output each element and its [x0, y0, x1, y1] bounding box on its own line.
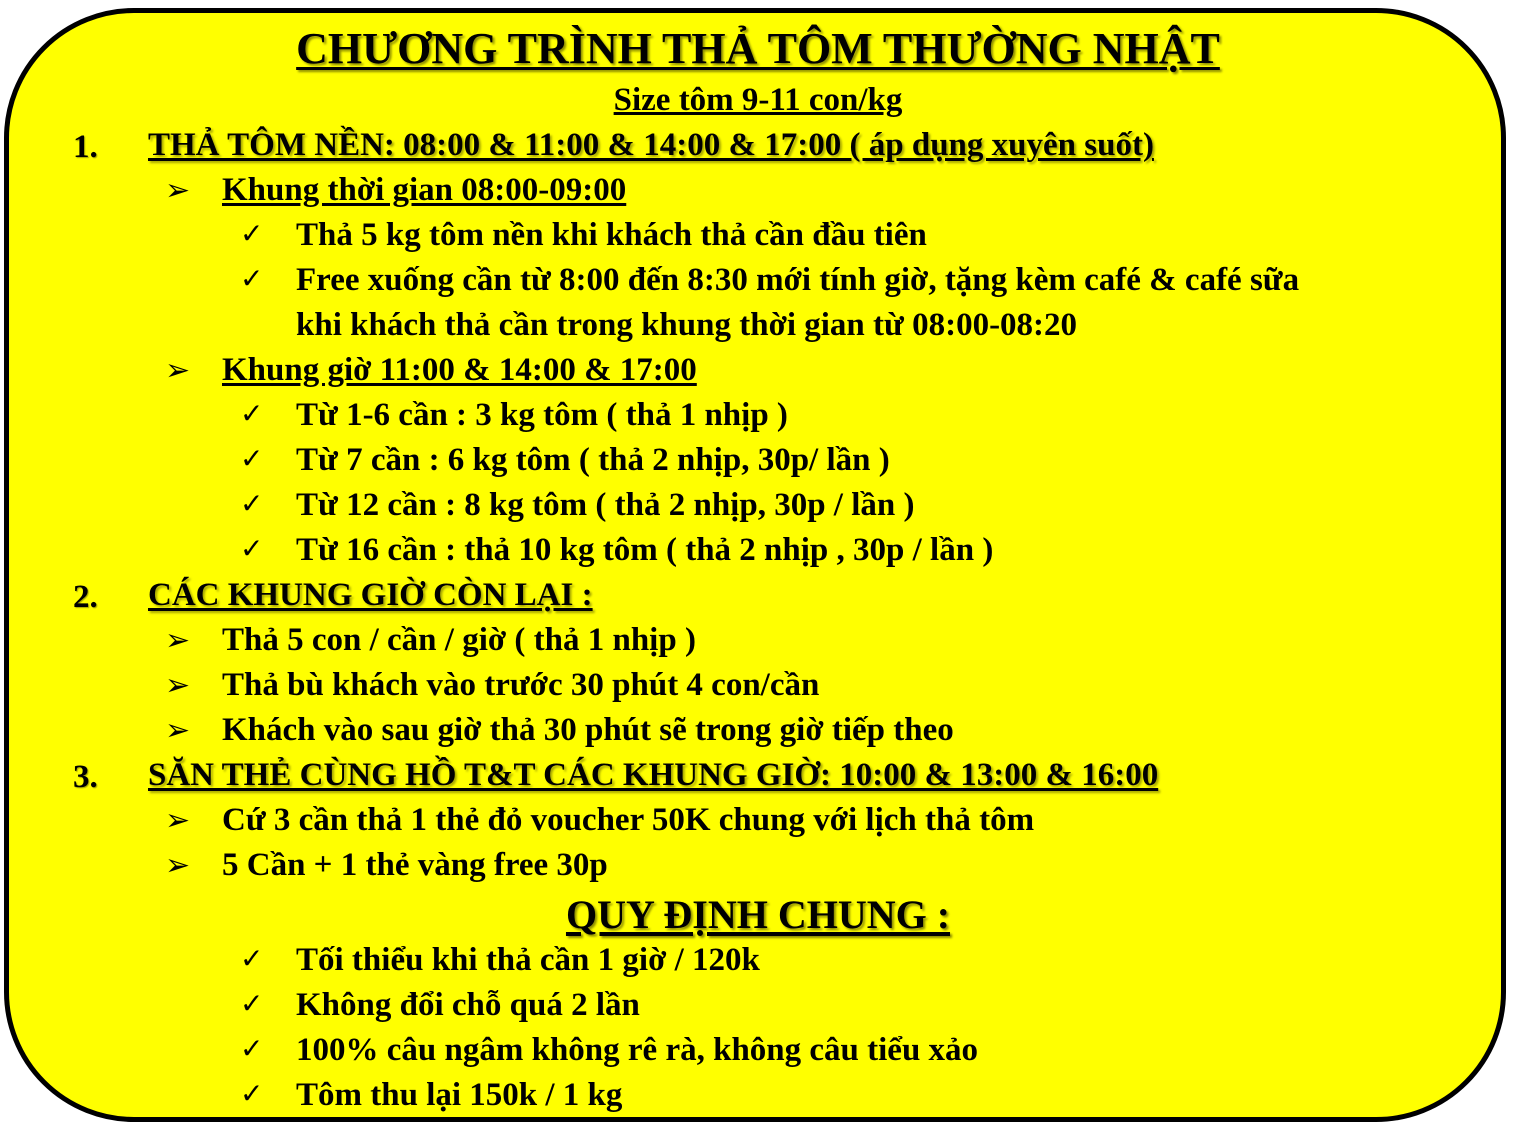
- list-item: Free xuống cần từ 8:00 đến 8:30 mới tính giờ, tặng kèm café & café sữa: [296, 262, 1300, 298]
- list-item: Từ 1-6 cần : 3 kg tôm ( thả 1 nhịp ): [296, 397, 788, 433]
- arrow-icon: ➢: [165, 623, 191, 658]
- check-icon: ✓: [240, 217, 264, 250]
- list-item-continuation: khi khách thả cần trong khung thời gian từ 08:00-08:20: [296, 307, 1078, 343]
- rule-item: Không đổi chỗ quá 2 lần: [296, 987, 640, 1023]
- list-item: Từ 16 cần : thả 10 kg tôm ( thả 2 nhịp , 30p / lần ): [296, 532, 994, 568]
- group-1-label: Khung thời gian 08:00-09:00: [222, 172, 627, 208]
- arrow-icon: ➢: [165, 713, 191, 748]
- section-1-heading: THẢ TÔM NỀN: 08:00 & 11:00 & 14:00 & 17:00 ( áp dụng xuyên suốt): [148, 127, 1154, 163]
- section-3-heading: SĂN THẺ CÙNG HỒ T&T CÁC KHUNG GIỜ: 10:00 & 13:00 & 16:00: [148, 757, 1159, 793]
- check-icon: ✓: [240, 262, 264, 295]
- arrow-icon: ➢: [165, 353, 191, 388]
- arrow-icon: ➢: [165, 668, 191, 703]
- section-3-number: 3.: [73, 759, 98, 795]
- section-2-heading: CÁC KHUNG GIỜ CÒN LẠI :: [148, 577, 593, 613]
- check-icon: ✓: [240, 1077, 264, 1110]
- list-item: 5 Cần + 1 thẻ vàng free 30p: [222, 847, 608, 883]
- list-item: Thả 5 kg tôm nền khi khách thả cần đầu tiên: [296, 217, 927, 253]
- check-icon: ✓: [240, 987, 264, 1020]
- list-item: Từ 12 cần : 8 kg tôm ( thả 2 nhịp, 30p / lần ): [296, 487, 915, 523]
- arrow-icon: ➢: [165, 803, 191, 838]
- page-title: CHƯƠNG TRÌNH THẢ TÔM THƯỜNG NHẬT: [296, 24, 1220, 73]
- list-item: Thả 5 con / cần / giờ ( thả 1 nhịp ): [222, 622, 696, 658]
- check-icon: ✓: [240, 942, 264, 975]
- rule-item: Tôm thu lại 150k / 1 kg: [296, 1077, 623, 1113]
- list-item: Từ 7 cần : 6 kg tôm ( thả 2 nhịp, 30p/ lần ): [296, 442, 890, 478]
- page-subtitle: Size tôm 9-11 con/kg: [613, 82, 903, 118]
- check-icon: ✓: [240, 442, 264, 475]
- section-2-number: 2.: [73, 579, 98, 615]
- arrow-icon: ➢: [165, 848, 191, 883]
- rule-item: Tối thiểu khi thả cần 1 giờ / 120k: [296, 942, 760, 978]
- check-icon: ✓: [240, 1032, 264, 1065]
- rules-title: QUY ĐỊNH CHUNG :: [565, 892, 951, 937]
- check-icon: ✓: [240, 397, 264, 430]
- check-icon: ✓: [240, 487, 264, 520]
- list-item: Khách vào sau giờ thả 30 phút sẽ trong giờ tiếp theo: [222, 712, 954, 748]
- list-item: Thả bù khách vào trước 30 phút 4 con/cần: [222, 667, 820, 703]
- check-icon: ✓: [240, 532, 264, 565]
- arrow-icon: ➢: [165, 173, 191, 208]
- rule-item: 100% câu ngâm không rê rà, không câu tiểu xảo: [296, 1032, 979, 1068]
- section-1-number: 1.: [73, 129, 98, 165]
- list-item: Cứ 3 cần thả 1 thẻ đỏ voucher 50K chung với lịch thả tôm: [222, 802, 1035, 838]
- group-2-label: Khung giờ 11:00 & 14:00 & 17:00: [222, 352, 697, 388]
